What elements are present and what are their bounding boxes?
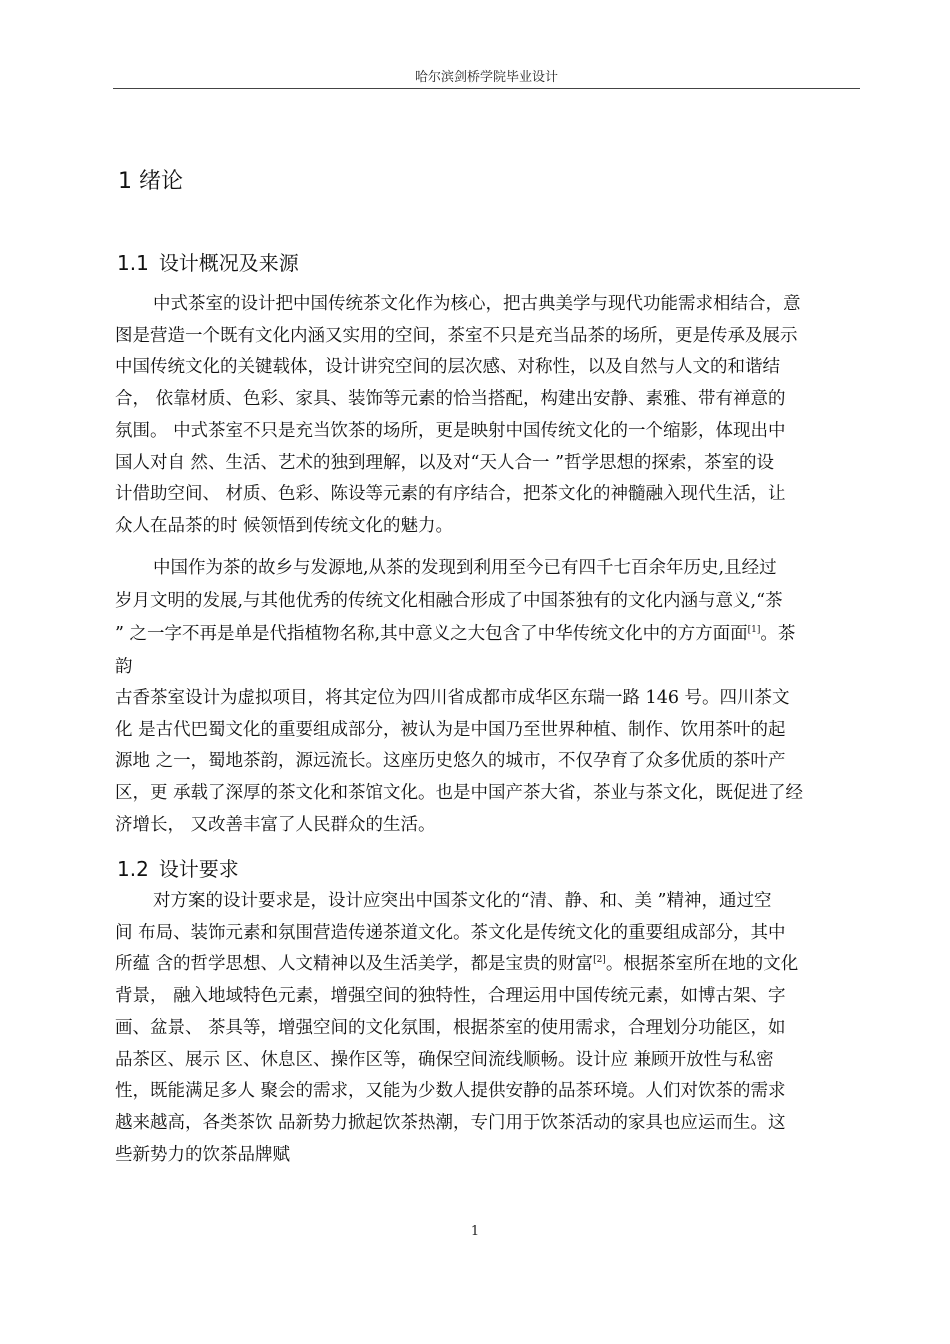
- text-line: 韵: [115, 657, 133, 677]
- text-line: 中国作为茶的故乡与发源地,从茶的发现到利用至今已有四千七百余年历史,且经过: [153, 558, 777, 578]
- text-run: 所蕴 含的哲学思想、人文精神以及生活美学，都是宝贵的财富: [115, 954, 594, 975]
- section-number: 1.1: [117, 251, 149, 275]
- text-line: 品茶区、展示 区、休息区、操作区等，确保空间流线顺畅。设计应 兼顾开放性与私密: [115, 1049, 774, 1070]
- text-line: 国人对自 然、生活、艺术的独到理解，以及对“天人合一 ”哲学思想的探索，茶室的设: [115, 452, 775, 473]
- text-line: 些新势力的饮茶品牌赋: [115, 1144, 290, 1165]
- running-header: 哈尔滨剑桥学院毕业设计: [414, 70, 558, 85]
- text-line: 对方案的设计要求是，设计应突出中国茶文化的“清、静、和、美 ”精神，通过空: [153, 891, 772, 911]
- text-line: 济增长， 又改善丰富了人民群众的生活。: [115, 814, 436, 835]
- text-line: [115, 618, 860, 651]
- citation-marker: [1]: [747, 625, 761, 635]
- text-line: 画、盆景、 茶具等，增强空间的文化氛围，根据茶室的使用需求，合理划分功能区，如: [115, 1017, 786, 1038]
- text-line: 间 布局、装饰元素和氛围营造传递茶道文化。茶文化是传统文化的重要组成部分，其中: [115, 922, 786, 943]
- text-line: [115, 949, 860, 981]
- section-number: 1.2: [117, 857, 149, 881]
- paragraph-design-requirements: [115, 886, 860, 1171]
- page-number: 1: [470, 1224, 480, 1239]
- header-rule: [113, 88, 860, 89]
- paragraph-project-location: [115, 683, 860, 842]
- text-line: 中国传统文化的关键载体，设计讲究空间的层次感、对称性，以及自然与人文的和谐结: [115, 357, 780, 378]
- text-run: ” 之一字不再是单是代指植物名称,其中意义之大包含了中华传统文化中的方方面面: [115, 624, 748, 644]
- text-line: 源地 之一，蜀地茶韵，源远流长。这座历史悠久的城市，不仅孕育了众多优质的茶叶产: [115, 751, 786, 772]
- text-line: 性，既能满足多人 聚会的需求，又能为少数人提供安静的品茶环境。人们对饮茶的需求: [115, 1081, 786, 1102]
- section-title-text: 设计概况及来源: [158, 251, 299, 275]
- text-line: 众人在品茶的时 候领悟到传统文化的魅力。: [115, 515, 454, 536]
- section-heading-1-1: [117, 247, 299, 276]
- text-line: 氛围。 中式茶室不只是充当饮茶的场所，更是映射中国传统文化的一个缩影，体现出中: [115, 420, 786, 441]
- text-line: 越来越高，各类茶饮 品新势力掀起饮茶热潮，专门用于饮茶活动的家具也应运而生。这: [115, 1112, 786, 1133]
- text-run: 。根据茶室所在地的文化: [605, 954, 799, 975]
- text-run: 。茶: [760, 624, 796, 644]
- text-line: 计借助空间、 材质、色彩、陈设等元素的有序结合，把茶文化的神髓融入现代生活，让: [115, 484, 786, 505]
- text-line: 岁月文明的发展,与其他优秀的传统文化相融合形成了中国茶独有的文化内涵与意义,“茶: [115, 591, 783, 611]
- text-line: 背景， 融入地域特色元素，增强空间的独特性，合理运用中国传统元素，如博古架、字: [115, 986, 786, 1007]
- chapter-title: 1 绪论: [118, 169, 183, 194]
- citation-marker: [2]: [593, 955, 606, 966]
- paragraph-tea-origin: [115, 552, 860, 684]
- text-line: 图是营造一个既有文化内涵又实用的空间，茶室不只是充当品茶的场所，更是传承及展示: [115, 325, 798, 346]
- text-line: 化 是古代巴蜀文化的重要组成部分，被认为是中国乃至世界种植、制作、饮用茶叶的起: [115, 719, 786, 740]
- text-line: 中式茶室的设计把中国传统茶文化作为核心，把古典美学与现代功能需求相结合，意: [153, 294, 801, 314]
- section-heading-1-2: [117, 853, 239, 882]
- text-line: 区，更 承载了深厚的茶文化和茶馆文化。也是中国产茶大省，茶业与茶文化，既促进了经: [115, 783, 804, 804]
- section-title-text: 设计要求: [158, 857, 239, 881]
- text-line: 合， 依靠材质、色彩、家具、装饰等元素的恰当搭配，构建出安静、素雅、带有禅意的: [115, 389, 786, 410]
- text-line: 古香茶室设计为虚拟项目，将其定位为四川省成都市成华区东瑞一路 146 号。四川茶文: [115, 688, 790, 708]
- paragraph-intro: [115, 289, 860, 543]
